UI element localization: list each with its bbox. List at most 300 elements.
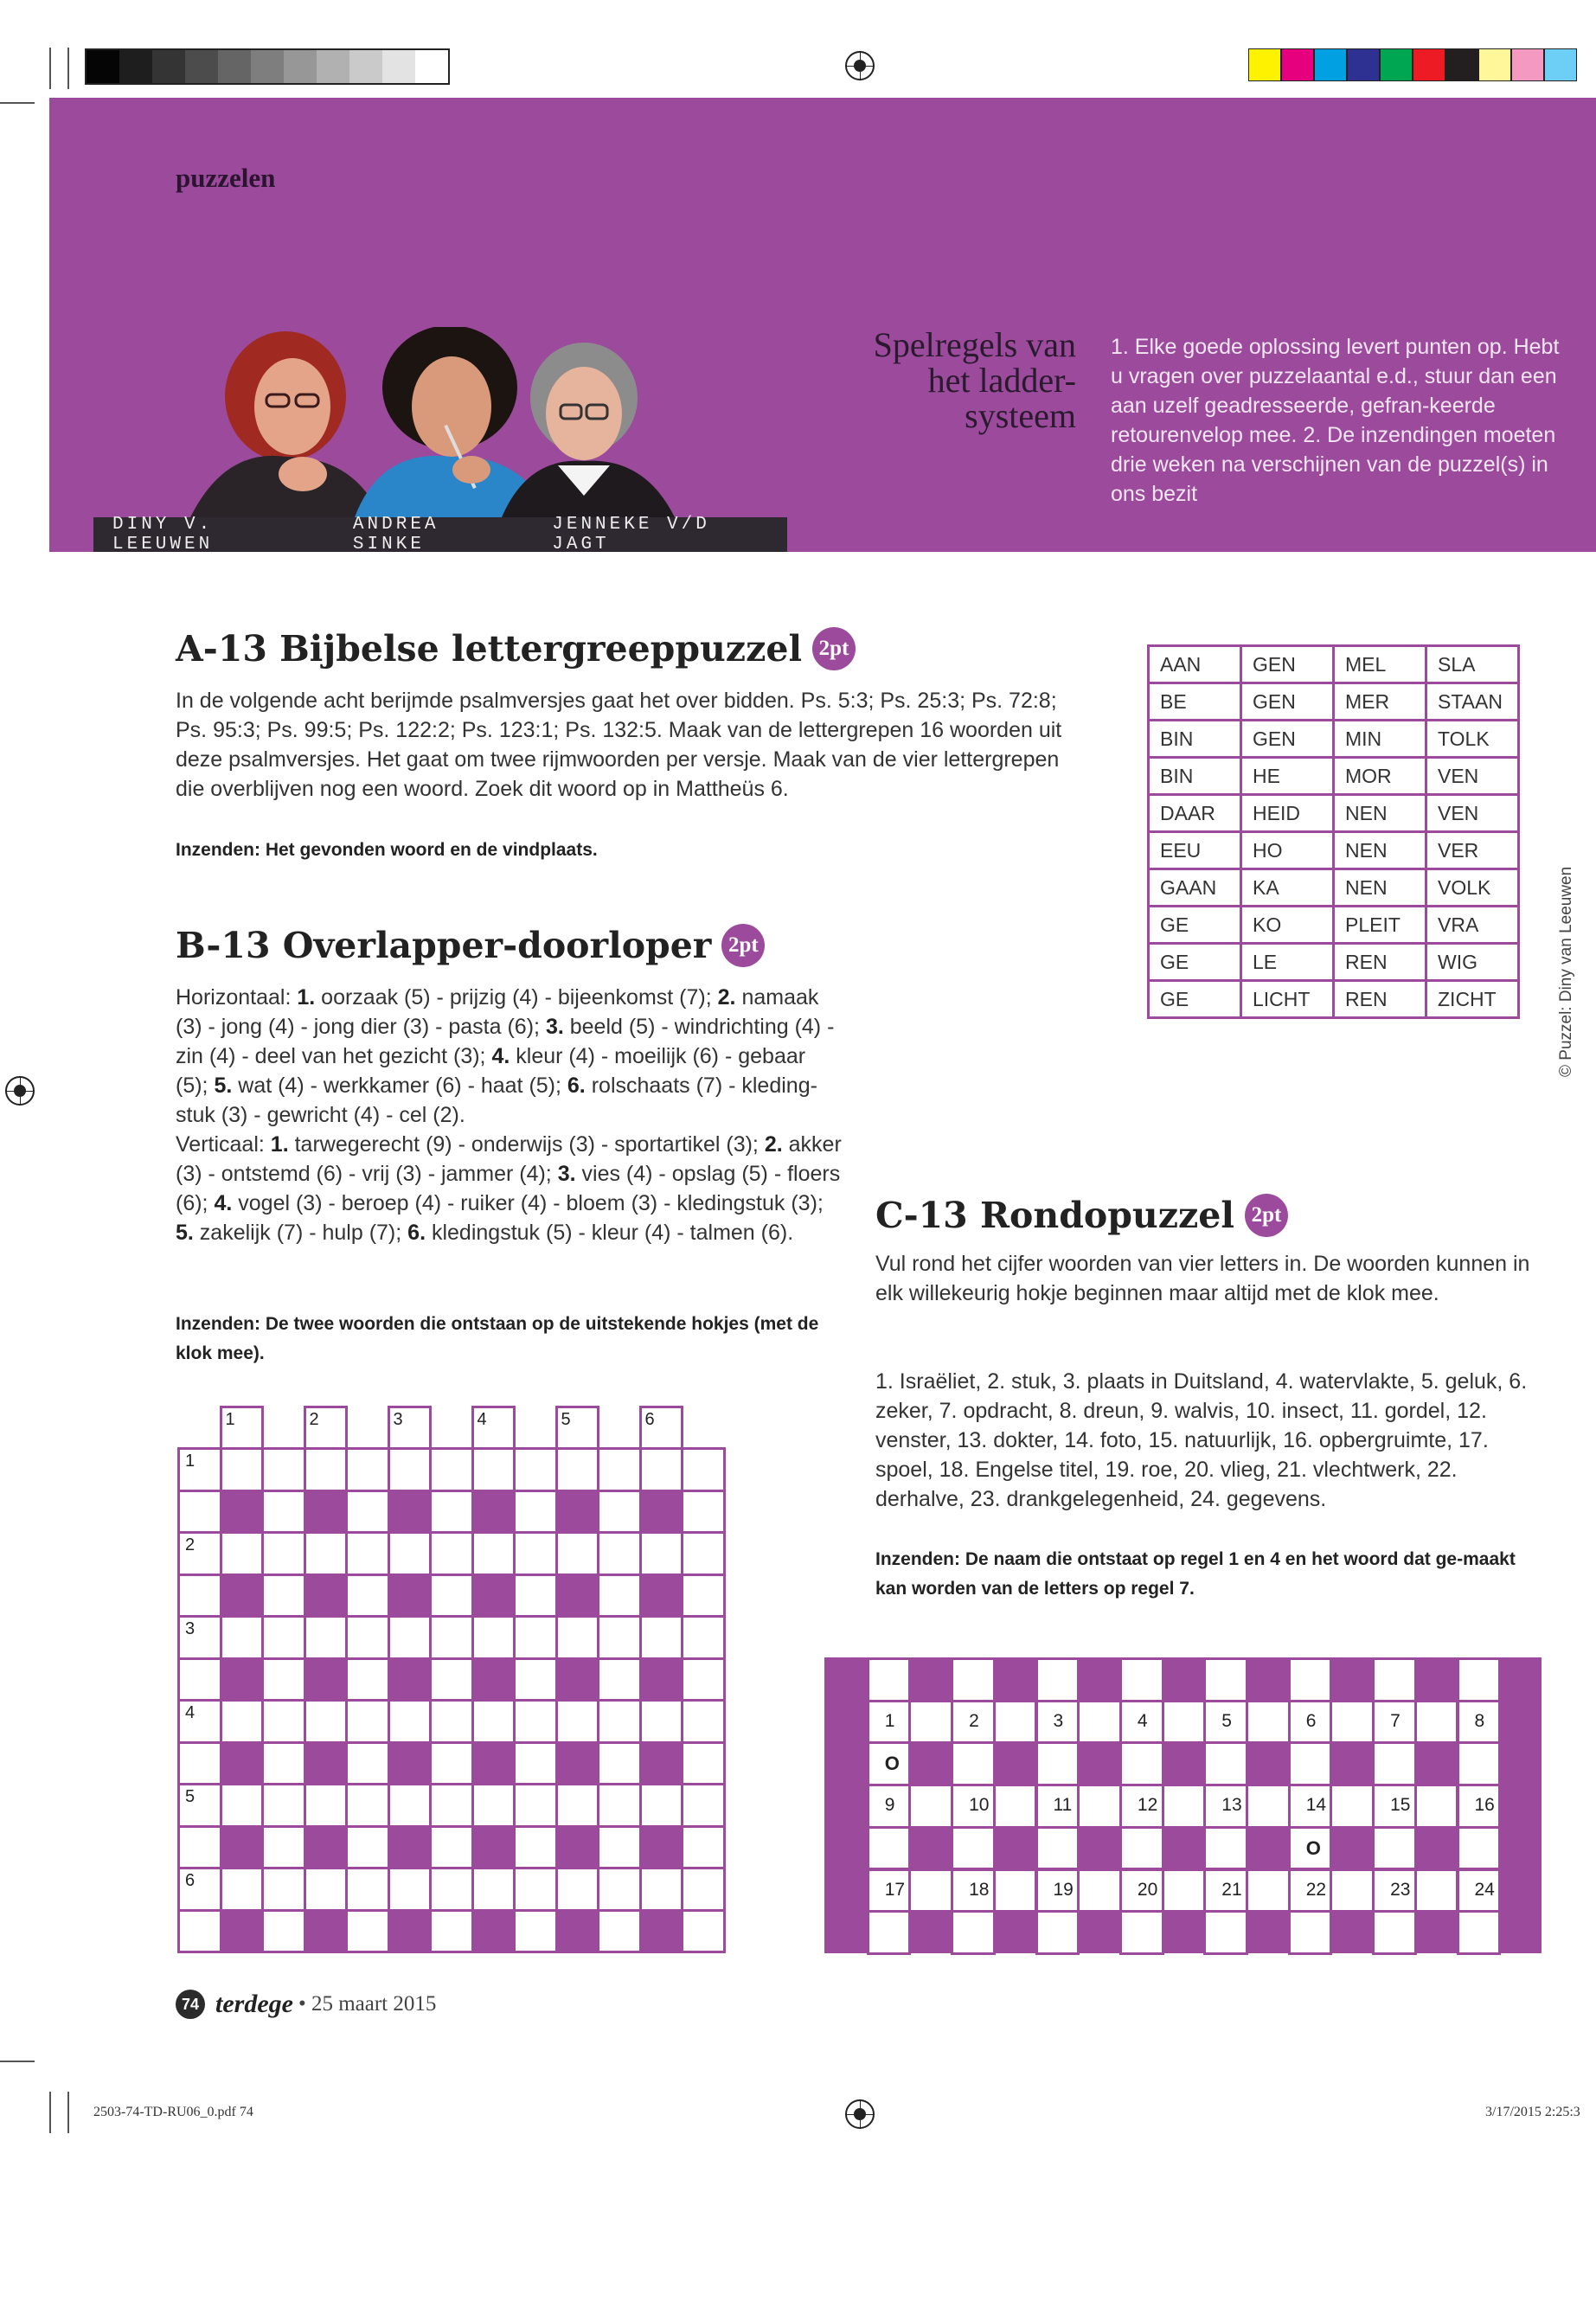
- grid-cell: [388, 1825, 433, 1870]
- cell-number: 5: [1221, 1710, 1232, 1731]
- grid-cell: [513, 1825, 558, 1870]
- cell-number: 5: [561, 1410, 571, 1429]
- grid-cell: [1372, 1741, 1417, 1786]
- grid-cell: [388, 1657, 433, 1702]
- syllable-cell: HEID: [1241, 795, 1334, 832]
- grid-cell: [555, 1615, 600, 1660]
- grid-cell: [513, 1909, 558, 1954]
- grid-cell: [597, 1825, 642, 1870]
- grid-cell: [220, 1531, 265, 1576]
- cell-number: 11: [1053, 1795, 1073, 1816]
- grid-cell: [177, 1574, 222, 1618]
- clue-number: 4.: [214, 1191, 233, 1215]
- grid-cell: [345, 1531, 390, 1576]
- grid-cell: [681, 1867, 726, 1912]
- cell-number: 7: [1390, 1710, 1401, 1731]
- puzzle-c-intro: Vul rond het cijfer woorden van vier letters in. De woorden kunnen in elk willekeurig hokje beginnen maar altijd met de klok mee.: [875, 1252, 1530, 1305]
- grid-cell: [1119, 1741, 1164, 1786]
- grid-cell: [1203, 1826, 1248, 1871]
- grid-cell: [261, 1909, 306, 1954]
- filled-cell: [1330, 1741, 1373, 1785]
- syllable-cell: MEL: [1334, 646, 1426, 683]
- grid-cell: [304, 1447, 349, 1492]
- grid-cell: [1035, 1741, 1080, 1786]
- grid-cell: [681, 1657, 726, 1702]
- puzzle-c-heading: [875, 1194, 1288, 1237]
- grid-cell: [1246, 1700, 1291, 1745]
- grid-cell: [177, 1531, 222, 1576]
- grid-cell: [304, 1615, 349, 1660]
- grid-cell: [304, 1490, 349, 1535]
- grid-cell: [951, 1657, 996, 1702]
- table-row: [1149, 683, 1519, 721]
- grid-cell: [177, 1867, 222, 1912]
- grid-cell: [639, 1490, 684, 1535]
- color-swatch: [317, 50, 349, 83]
- clue-number: 5.: [214, 1074, 233, 1098]
- clue-text: namaak (3) - jong (4) - jong dier (3) - pasta (6);: [176, 985, 819, 1039]
- cell-number: 12: [1137, 1795, 1158, 1816]
- grid-cell: [1077, 1868, 1122, 1913]
- grid-cell: [639, 1574, 684, 1618]
- grid-cell: [639, 1867, 684, 1912]
- clue-number: 1.: [297, 985, 316, 1009]
- grid-cell: [1119, 1910, 1164, 1955]
- grid-cell: [597, 1490, 642, 1535]
- grid-cell: [345, 1490, 390, 1535]
- grid-cell: [597, 1574, 642, 1618]
- cell-number: 4: [477, 1410, 487, 1429]
- grid-cell: [261, 1574, 306, 1618]
- grid-cell: [304, 1574, 349, 1618]
- puzzle-a-submission: Inzenden: Het gevonden woord en de vindplaats.: [176, 840, 598, 860]
- grid-cell: [261, 1615, 306, 1660]
- grid-cell: [177, 1783, 222, 1828]
- grid-cell: [1372, 1700, 1417, 1745]
- syllable-cell: GEN: [1241, 721, 1334, 758]
- vertical-clues: [176, 1130, 842, 1247]
- puzzle-a-heading: [176, 627, 856, 670]
- clue-number: 3.: [557, 1162, 576, 1186]
- grid-cell: [513, 1867, 558, 1912]
- clue-list: [176, 1132, 842, 1245]
- table-row: [1149, 907, 1519, 944]
- grid-cell: [1288, 1784, 1333, 1829]
- table-row: [1149, 832, 1519, 869]
- grid-cell: [388, 1615, 433, 1660]
- grid-cell: [304, 1741, 349, 1786]
- grid-cell: [345, 1783, 390, 1828]
- grid-cell: [345, 1825, 390, 1870]
- table-row: [1149, 646, 1519, 683]
- grid-cell: [1330, 1868, 1375, 1913]
- syllable-cell: HO: [1241, 832, 1334, 869]
- grid-cell: [1330, 1700, 1375, 1745]
- syllable-cell: NEN: [1334, 795, 1426, 832]
- grid-cell: [639, 1909, 684, 1954]
- cell-number: 16: [1474, 1795, 1495, 1816]
- grid-cell: [1119, 1657, 1164, 1702]
- grid-cell: [555, 1657, 600, 1702]
- filled-cell: [993, 1741, 1036, 1785]
- color-swatch: [152, 50, 185, 83]
- clue-text: akker (3) - ontstemd (6) - vrij (3) - jammer (4);: [176, 1132, 842, 1186]
- grid-cell: [471, 1615, 516, 1660]
- syllable-cell: SLA: [1426, 646, 1519, 683]
- cell-number: 9: [884, 1795, 895, 1816]
- syllable-cell: PLEIT: [1334, 907, 1426, 944]
- cell-number: 23: [1390, 1879, 1411, 1900]
- clue-label: Horizontaal:: [176, 985, 292, 1009]
- filled-cell: [1246, 1910, 1289, 1953]
- grayscale-color-bar: [85, 48, 450, 85]
- syllable-cell: MIN: [1334, 721, 1426, 758]
- grid-cell: [388, 1447, 433, 1492]
- grid-cell: [1077, 1700, 1122, 1745]
- column-number-cell: [639, 1406, 684, 1450]
- grid-cell: [177, 1699, 222, 1744]
- cell-number: 24: [1474, 1879, 1495, 1900]
- syllable-cell: VER: [1426, 832, 1519, 869]
- grid-cell: [177, 1490, 222, 1535]
- grid-cell: [681, 1783, 726, 1828]
- cell-number: 3: [393, 1410, 403, 1429]
- syllable-cell: GAAN: [1149, 869, 1241, 907]
- grid-cell: [429, 1699, 474, 1744]
- color-swatch: [218, 50, 251, 83]
- column-number-cell: [304, 1406, 349, 1450]
- grid-cell: [471, 1490, 516, 1535]
- grid-cell: [220, 1615, 265, 1660]
- grid-cell: [388, 1783, 433, 1828]
- clue-text: vogel (3) - beroep (4) - ruiker (4) - bloem (3) - kledingstuk (3);: [232, 1191, 824, 1215]
- clue-text: vies (4) - opslag (5) - floers (6);: [176, 1162, 841, 1215]
- cell-number: 3: [1053, 1710, 1064, 1731]
- grid-cell: [220, 1909, 265, 1954]
- grid-cell: [220, 1490, 265, 1535]
- filled-cell: [824, 1910, 868, 1953]
- grid-cell: [513, 1574, 558, 1618]
- grid-cell: [388, 1574, 433, 1618]
- grid-cell: [429, 1490, 474, 1535]
- grid-cell: [261, 1825, 306, 1870]
- puzzle-b-heading: [176, 924, 765, 967]
- grid-cell: [555, 1909, 600, 1954]
- grid-cell: [429, 1447, 474, 1492]
- grid-cell: [597, 1699, 642, 1744]
- grid-cell: [429, 1531, 474, 1576]
- grid-cell: [555, 1699, 600, 1744]
- color-swatch: [1544, 48, 1577, 81]
- page-number: 74: [176, 1990, 205, 2019]
- clue-label: Verticaal:: [176, 1132, 265, 1157]
- grid-cell: [1372, 1826, 1417, 1871]
- grid-cell: [304, 1909, 349, 1954]
- grid-cell: [1035, 1868, 1080, 1913]
- filled-cell: [1414, 1657, 1458, 1701]
- row-number: 2: [185, 1535, 195, 1554]
- filled-cell: [1330, 1657, 1373, 1701]
- grid-cell: [1457, 1657, 1502, 1702]
- cell-number: 15: [1390, 1795, 1411, 1816]
- points-badge: 2pt: [812, 627, 856, 670]
- grid-cell: [681, 1909, 726, 1954]
- grid-cell: [261, 1447, 306, 1492]
- syllable-cell: WIG: [1426, 944, 1519, 981]
- section-kicker: puzzelen: [176, 163, 276, 193]
- editor-name: DINY V. LEEUWEN: [112, 515, 214, 554]
- syllable-cell: MER: [1334, 683, 1426, 721]
- filled-cell: [993, 1657, 1036, 1701]
- grid-cell: [1119, 1826, 1164, 1871]
- syllable-cell: AAN: [1149, 646, 1241, 683]
- puzzle-c-submission: Inzenden: De naam die ontstaat op regel 1 en 4 en het woord dat ge-maakt kan worden van de letters op regel 7.: [875, 1549, 1516, 1599]
- table-row: [1149, 869, 1519, 907]
- cell-number: 6: [644, 1410, 655, 1429]
- grid-cell: [1035, 1826, 1080, 1871]
- grid-cell: [1330, 1784, 1375, 1829]
- grid-cell: [304, 1531, 349, 1576]
- grid-cell: [639, 1741, 684, 1786]
- grid-cell: [1372, 1784, 1417, 1829]
- grid-cell: [951, 1784, 996, 1829]
- color-swatch: [1380, 48, 1413, 81]
- color-swatch: [251, 50, 284, 83]
- grid-cell: [513, 1699, 558, 1744]
- clue-number: 2.: [717, 985, 736, 1009]
- grid-cell: [555, 1867, 600, 1912]
- syllable-cell: LICHT: [1241, 981, 1334, 1018]
- cell-number: 8: [1474, 1710, 1485, 1731]
- grid-cell: [261, 1490, 306, 1535]
- grid-cell: [908, 1700, 953, 1745]
- grid-cell: [597, 1741, 642, 1786]
- clue-text: oorzaak (5) - prijzig (4) - bijeenkomst (7);: [315, 985, 712, 1009]
- overlapper-grid: [177, 1406, 729, 1956]
- grid-cell: [345, 1447, 390, 1492]
- row-number: 1: [185, 1452, 195, 1471]
- grid-cell: [639, 1699, 684, 1744]
- filled-cell: [1498, 1741, 1542, 1785]
- grid-cell: [951, 1741, 996, 1786]
- syllable-cell: GEN: [1241, 683, 1334, 721]
- grid-cell: [177, 1741, 222, 1786]
- color-swatch: [1511, 48, 1544, 81]
- grid-cell: [681, 1490, 726, 1535]
- row-number: 6: [185, 1871, 195, 1890]
- syllable-cell: NEN: [1334, 869, 1426, 907]
- filled-cell: [908, 1657, 952, 1701]
- row-number: 4: [185, 1703, 195, 1722]
- cell-number: 22: [1305, 1879, 1327, 1900]
- grid-cell: [1288, 1657, 1333, 1702]
- grid-cell: [867, 1784, 912, 1829]
- clue-number: 4.: [491, 1044, 510, 1068]
- grid-cell: [1246, 1784, 1291, 1829]
- color-swatch: [1413, 48, 1445, 81]
- syllable-cell: LE: [1241, 944, 1334, 981]
- grid-cell: [388, 1699, 433, 1744]
- grid-cell: [471, 1447, 516, 1492]
- grid-cell: [345, 1615, 390, 1660]
- grid-cell: [681, 1447, 726, 1492]
- grid-cell: [177, 1909, 222, 1954]
- filled-cell: [1498, 1826, 1542, 1869]
- column-number-cell: [388, 1406, 433, 1450]
- filled-cell: [1077, 1910, 1120, 1953]
- puzzle-c-title: C-13 Rondopuzzel: [875, 1195, 1234, 1236]
- filled-cell: [993, 1910, 1036, 1953]
- grid-cell: [471, 1657, 516, 1702]
- grid-cell: [1288, 1700, 1333, 1745]
- grid-cell: [304, 1825, 349, 1870]
- row-number: 3: [185, 1619, 195, 1638]
- syllable-cell: GE: [1149, 907, 1241, 944]
- grid-cell: [345, 1867, 390, 1912]
- grid-cell: [555, 1783, 600, 1828]
- cell-number: 10: [969, 1795, 990, 1816]
- puzzle-credit: © Puzzel: Diny van Leeuwen: [1557, 866, 1575, 1077]
- grid-cell: [261, 1657, 306, 1702]
- color-swatch: [349, 50, 382, 83]
- filled-cell: [908, 1741, 952, 1785]
- cell-number: 4: [1137, 1710, 1148, 1731]
- grid-cell: [345, 1699, 390, 1744]
- grid-cell: [867, 1826, 912, 1871]
- grid-cell: [220, 1741, 265, 1786]
- grid-cell: [1119, 1868, 1164, 1913]
- grid-cell: [639, 1447, 684, 1492]
- grid-cell: [1372, 1910, 1417, 1955]
- filled-cell: [1246, 1826, 1289, 1869]
- grid-cell: [639, 1531, 684, 1576]
- page-footer: [176, 1990, 436, 2019]
- cell-number: 2: [969, 1710, 979, 1731]
- cell-number: 18: [969, 1879, 990, 1900]
- syllable-cell: HE: [1241, 758, 1334, 795]
- color-swatch: [119, 50, 152, 83]
- syllable-cell: VEN: [1426, 758, 1519, 795]
- editor-names-strip: [93, 517, 787, 552]
- clue-number: 2.: [764, 1132, 783, 1157]
- cell-number: 1: [225, 1410, 235, 1429]
- grid-cell: [261, 1867, 306, 1912]
- editor-name: JENNEKE V/D JAGT: [552, 515, 710, 554]
- puzzle-c-clues: 1. Israëliet, 2. stuk, 3. plaats in Duitsland, 4. watervlakte, 5. geluk, 6. zeker, 7. opdracht, 8. dreun, 9. walvis, 10. insect, 11. gordel, 12. venster, 13. dokter, 14. foto, 15. natuurlijk, 16. opbergruimte, 17. spoel, 18. Engelse titel, 19. roe, 20. vlieg, 21. vlechtwerk, 22. derhalve, 23. drankgelegenheid, 24. gegevens.: [875, 1369, 1528, 1511]
- points-badge: 2pt: [1245, 1194, 1288, 1237]
- table-row: [1149, 721, 1519, 758]
- syllable-cell: VOLK: [1426, 869, 1519, 907]
- clue-text: wat (4) - werkkamer (6) - haat (5);: [232, 1074, 561, 1098]
- grid-cell: [304, 1783, 349, 1828]
- grid-cell: [1457, 1784, 1502, 1829]
- filled-cell: [1162, 1741, 1205, 1785]
- clue-text: kleur (4) - moeilijk (6) - gebaar (5);: [176, 1044, 806, 1098]
- color-swatch: [1314, 48, 1347, 81]
- syllable-cell: BIN: [1149, 758, 1241, 795]
- filled-cell: [824, 1741, 868, 1785]
- grid-cell: [597, 1783, 642, 1828]
- color-swatch: [1445, 48, 1478, 81]
- color-swatch: [1281, 48, 1314, 81]
- filled-cell: [1414, 1741, 1458, 1785]
- filled-cell: [1077, 1657, 1120, 1701]
- filled-cell: [1330, 1826, 1373, 1869]
- cell-number: 19: [1053, 1879, 1074, 1900]
- filled-cell: [824, 1868, 868, 1912]
- grid-cell: [1203, 1657, 1248, 1702]
- row-number: 5: [185, 1787, 195, 1806]
- filled-cell: [908, 1910, 952, 1953]
- grid-cell: [555, 1447, 600, 1492]
- grid-cell: [513, 1657, 558, 1702]
- given-letter: O: [884, 1753, 900, 1775]
- cell-number: 13: [1221, 1795, 1242, 1816]
- filled-cell: [1077, 1741, 1120, 1785]
- grid-cell: [1162, 1700, 1207, 1745]
- grid-cell: [177, 1825, 222, 1870]
- table-row: [1149, 944, 1519, 981]
- grid-cell: [1035, 1657, 1080, 1702]
- grid-cell: [993, 1784, 1038, 1829]
- syllable-cell: KO: [1241, 907, 1334, 944]
- grid-cell: [345, 1741, 390, 1786]
- grid-cell: [513, 1741, 558, 1786]
- clue-number: 1.: [270, 1132, 289, 1157]
- grid-cell: [261, 1783, 306, 1828]
- filled-cell: [1414, 1910, 1458, 1953]
- grid-cell: [1288, 1741, 1333, 1786]
- grid-cell: [1288, 1826, 1333, 1871]
- grid-cell: [177, 1447, 222, 1492]
- cell-number: 20: [1137, 1879, 1158, 1900]
- grid-cell: [555, 1574, 600, 1618]
- grid-cell: [220, 1867, 265, 1912]
- grid-cell: [867, 1741, 912, 1786]
- syllable-table: [1147, 644, 1520, 1019]
- grid-cell: [261, 1741, 306, 1786]
- trim-mark: [49, 2092, 51, 2133]
- clue-number: 5.: [176, 1221, 194, 1245]
- grid-cell: [429, 1909, 474, 1954]
- cell-number: 2: [309, 1410, 319, 1429]
- filled-cell: [1498, 1657, 1542, 1701]
- syllable-cell: EEU: [1149, 832, 1241, 869]
- filled-cell: [1330, 1910, 1373, 1953]
- cmyk-color-bar: [1248, 48, 1577, 81]
- filled-cell: [908, 1826, 952, 1869]
- grid-cell: [1119, 1784, 1164, 1829]
- color-swatch: [87, 50, 119, 83]
- puzzle-a-title: A-13 Bijbelse lettergreeppuzzel: [176, 628, 803, 670]
- editors-photo: [173, 327, 709, 517]
- grid-cell: [429, 1657, 474, 1702]
- filled-cell: [1077, 1826, 1120, 1869]
- grid-cell: [597, 1447, 642, 1492]
- trim-mark: [0, 2061, 35, 2062]
- syllable-cell: NEN: [1334, 832, 1426, 869]
- cell-number: 6: [1305, 1710, 1317, 1731]
- grid-cell: [1203, 1784, 1248, 1829]
- grid-cell: [1457, 1910, 1502, 1955]
- color-swatch: [382, 50, 415, 83]
- grid-cell: [388, 1490, 433, 1535]
- registration-mark-icon: [5, 1076, 35, 1106]
- puzzle-b-clues: [176, 983, 842, 1247]
- clue-text: zakelijk (7) - hulp (7);: [193, 1221, 402, 1245]
- clue-number: 3.: [545, 1015, 564, 1039]
- filled-cell: [1498, 1784, 1542, 1827]
